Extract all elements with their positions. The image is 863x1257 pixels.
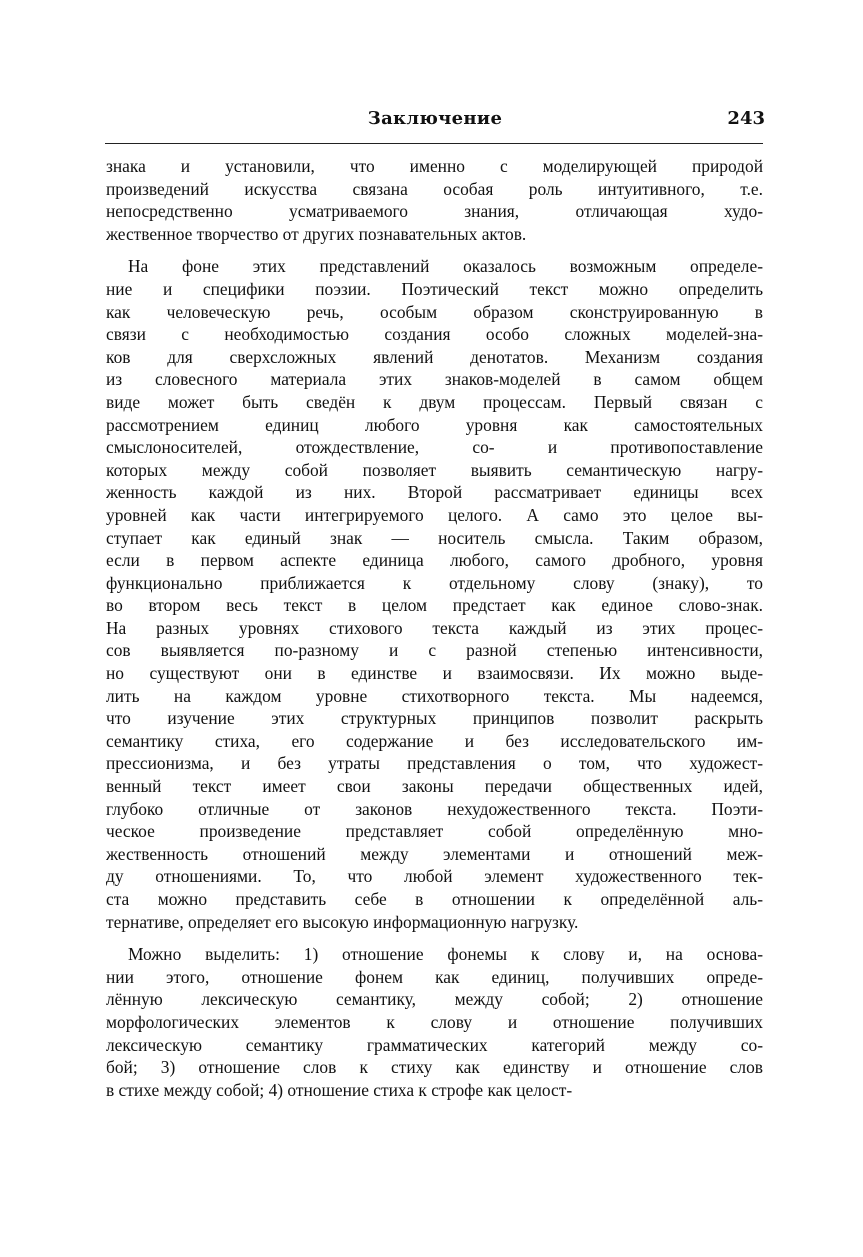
text-line: жественность отношений между элементами и отношений меж- bbox=[106, 843, 763, 864]
text-line: произведений искусства связана особая роль интуитивного, т.е. bbox=[106, 178, 763, 199]
text-line: функционально приближается к отдельному слову (знаку), то bbox=[106, 572, 763, 593]
page-number: 243 bbox=[727, 108, 765, 129]
text-line: ков для сверхсложных явлений денотатов. Механизм создания bbox=[106, 346, 763, 367]
text-line: нии этого, отношение фонем как единиц, получивших опреде- bbox=[106, 966, 763, 987]
text-line: На фоне этих представлений оказалось возможным определе- bbox=[128, 256, 763, 277]
text-line: венный текст имеет свои законы передачи общественных идей, bbox=[106, 776, 763, 797]
running-head bbox=[105, 108, 765, 134]
text-line: ние и специфики поэзии. Поэтический текст можно определить bbox=[106, 278, 763, 299]
text-line: Можно выделить: 1) отношение фонемы к слову и, на основа- bbox=[128, 944, 763, 965]
text-line: виде может быть сведён к двум процессам. Первый связан с bbox=[106, 391, 763, 412]
text-line: ду отношениями. То, что любой элемент художественного тек- bbox=[106, 866, 763, 887]
paragraph-gap bbox=[106, 245, 763, 255]
header-rule bbox=[105, 143, 763, 144]
text-line: морфологических элементов к слову и отношение получивших bbox=[106, 1011, 763, 1032]
text-line: женность каждой из них. Второй рассматривает единицы всех bbox=[106, 482, 763, 503]
text-line: что изучение этих структурных принципов позволит раскрыть bbox=[106, 708, 763, 729]
paragraph-gap bbox=[106, 933, 763, 943]
text-line: прессионизма, и без утраты представления о том, что художест- bbox=[106, 753, 763, 774]
paragraph bbox=[106, 155, 763, 245]
text-line: смыслоносителей, отождествление, со- и противопоставление bbox=[106, 437, 763, 458]
text-line: лить на каждом уровне стихотворного текста. Мы надеемся, bbox=[106, 685, 763, 706]
running-title: Заключение bbox=[367, 108, 503, 129]
text-line: тернативе, определяет его высокую информационную нагрузку. bbox=[106, 911, 579, 932]
text-line: лексическую семантику грамматических категорий между со- bbox=[106, 1034, 763, 1055]
text-line: которых между собой позволяет выявить семантическую нагру- bbox=[106, 459, 763, 480]
paragraph bbox=[106, 255, 763, 933]
text-line: уровней как части интегрируемого целого. А само это целое вы- bbox=[106, 504, 763, 525]
text-line: связи с необходимостью создания особо сложных моделей-зна- bbox=[106, 324, 763, 345]
text-line: бой; 3) отношение слов к стиху как единству и отношение слов bbox=[106, 1057, 763, 1078]
text-line: жественное творчество от других познавательных актов. bbox=[106, 223, 527, 244]
text-line: непосредственно усматриваемого знания, отличающая худо- bbox=[106, 201, 763, 222]
text-line: На разных уровнях стихового текста каждый из этих процес- bbox=[106, 617, 763, 638]
text-line: во втором весь текст в целом предстает как единое слово-знак. bbox=[106, 595, 763, 616]
text-line: ста можно представить себе в отношении к определённой аль- bbox=[106, 889, 763, 909]
text-line: если в первом аспекте единица любого, самого дробного, уровня bbox=[106, 550, 763, 571]
text-line: знака и установили, что именно с моделирующей природой bbox=[106, 156, 763, 176]
paragraph bbox=[106, 943, 763, 1101]
text-line: из словесного материала этих знаков-моделей в самом общем bbox=[106, 369, 763, 390]
text-line: как человеческую речь, особым образом сконструированную в bbox=[106, 301, 763, 322]
text-line: глубоко отличные от законов нехудожественного текста. Поэти- bbox=[106, 798, 763, 819]
text-line: ческое произведение представляет собой определённую мно- bbox=[106, 821, 763, 842]
text-line: в стихе между собой; 4) отношение стиха к строфе как целост- bbox=[106, 1079, 573, 1100]
text-line: ступает как единый знак — носитель смысла. Таким образом, bbox=[106, 527, 763, 548]
text-line: сов выявляется по-разному и с разной степенью интенсивности, bbox=[106, 640, 763, 661]
text-line: но существуют они в единстве и взаимосвязи. Их можно выде- bbox=[106, 663, 763, 684]
text-line: семантику стиха, его содержание и без исследовательского им- bbox=[106, 730, 763, 751]
body-text bbox=[106, 155, 763, 1101]
text-line: рассмотрением единиц любого уровня как самостоятельных bbox=[106, 414, 763, 435]
text-line: лённую лексическую семантику, между собой; 2) отношение bbox=[106, 989, 763, 1010]
